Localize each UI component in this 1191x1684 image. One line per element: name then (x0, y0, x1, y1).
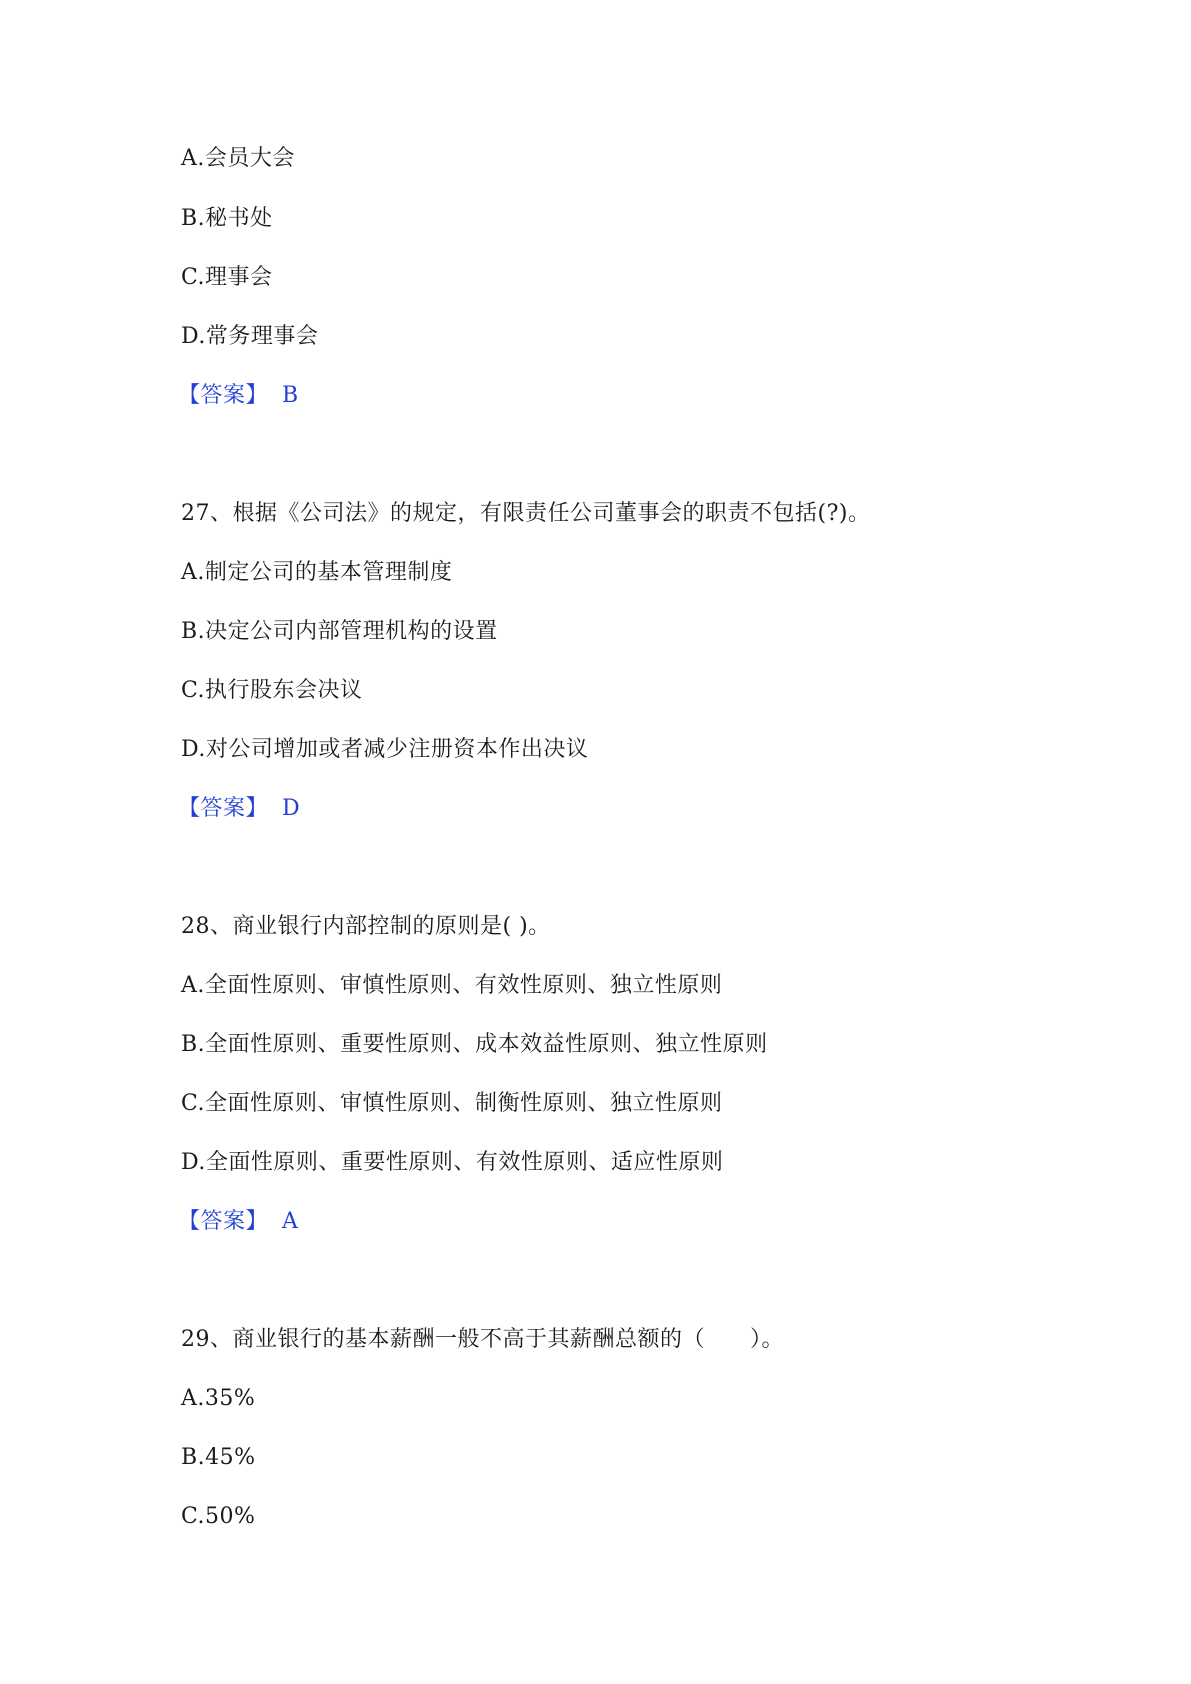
q29-option-a: A.35% (181, 1386, 256, 1411)
q26-option-a: A.会员大会 (181, 146, 295, 171)
q28-option-a: A.全面性原则、审慎性原则、有效性原则、独立性原则 (181, 973, 723, 998)
q26-answer (178, 381, 299, 411)
q29-option-c: C.50% (181, 1504, 256, 1529)
q27-option-b: B.决定公司内部管理机构的设置 (181, 619, 498, 644)
q27-question: 27、根据《公司法》的规定，有限责任公司董事会的职责不包括(?)。 (181, 501, 871, 526)
q27-option-c: C.执行股东会决议 (181, 678, 363, 703)
q29-option-b: B.45% (181, 1445, 256, 1470)
q26-option-d: D.常务理事会 (181, 324, 319, 349)
q28-answer (178, 1207, 298, 1237)
q29-question: 29、商业银行的基本薪酬一般不高于其薪酬总额的（ ）。 (181, 1327, 784, 1352)
answer-value: D (282, 796, 301, 821)
q28-option-d: D.全面性原则、重要性原则、有效性原则、适应性原则 (181, 1150, 724, 1175)
q26-option-b: B.秘书处 (181, 206, 273, 231)
answer-label: 【答案】 (178, 796, 269, 821)
answer-value: A (282, 1209, 299, 1234)
q28-question: 28、商业银行内部控制的原则是( )。 (181, 914, 551, 939)
q27-option-d: D.对公司增加或者减少注册资本作出决议 (181, 737, 589, 762)
q28-option-c: C.全面性原则、审慎性原则、制衡性原则、独立性原则 (181, 1091, 723, 1116)
q28-option-b: B.全面性原则、重要性原则、成本效益性原则、独立性原则 (181, 1032, 768, 1057)
q27-option-a: A.制定公司的基本管理制度 (181, 560, 453, 585)
q26-option-c: C.理事会 (181, 265, 273, 290)
answer-label: 【答案】 (178, 1209, 269, 1234)
answer-label: 【答案】 (178, 383, 269, 408)
q27-answer (178, 794, 300, 824)
answer-value: B (282, 383, 299, 408)
